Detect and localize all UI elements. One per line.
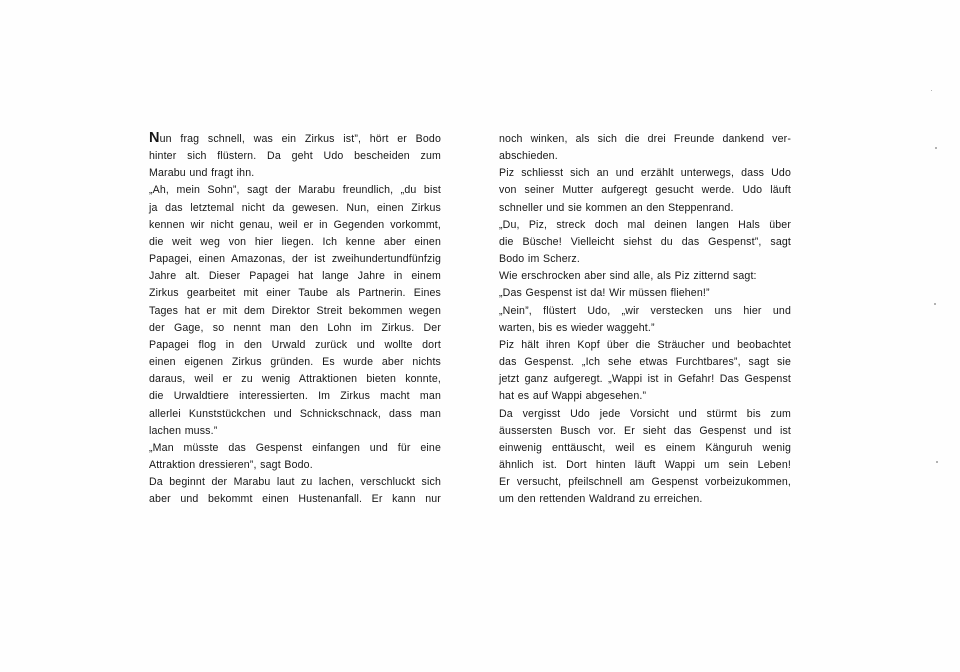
text-line: abschieden.	[499, 150, 558, 163]
text-line: von seiner Mutter aufgeregt gesucht werde. Udo läuft	[499, 184, 791, 197]
paper-speck	[935, 147, 937, 149]
paper-speck	[931, 90, 932, 91]
text-line: ähnlich ist. Dort hinten läuft Wappi um sein Leben!	[499, 458, 791, 471]
text-line: kennen wir nicht genau, weil er in Gegenden vorkommt,	[149, 218, 441, 231]
text-line: Wie erschrocken aber sind alle, als Piz zitternd sagt:	[499, 270, 757, 283]
text-line: Zirkus gearbeitet mit einer Taube als Partnerin. Eines	[149, 287, 441, 300]
text-line: noch winken, als sich die drei Freunde dankend ver-	[499, 133, 791, 145]
text-line: um den rettenden Waldrand zu erreichen.	[499, 493, 703, 506]
text-line: Tages hat er mit dem Direktor Streit bekommen wegen	[149, 304, 441, 317]
text-line: hat es auf Wappi abgesehen.”	[499, 390, 647, 403]
text-line: „Das Gespenst ist da! Wir müssen fliehen!”	[499, 287, 710, 300]
left-page-text	[149, 131, 441, 508]
text-line	[149, 131, 441, 148]
text-line: Piz hält ihren Kopf über die Sträucher und beobachtet	[499, 338, 791, 351]
text-line: Da beginnt der Marabu laut zu lachen, verschluckt sich	[149, 476, 441, 489]
text-line: hinter sich flüstern. Da geht Udo bescheiden zum	[149, 150, 441, 163]
text-line: „Ah, mein Sohn”, sagt der Marabu freundlich, „du bist	[149, 184, 441, 197]
text-line: allerlei Kunststückchen und Schnickschnack, dass man	[149, 407, 441, 420]
initial-letter: N	[149, 130, 160, 146]
text-line: die Büsche! Vielleicht siehst du das Gespenst”, sagt	[499, 235, 791, 248]
text-line: Papagei, einen Amazonas, der ist zweihundertundfünfzig	[149, 253, 441, 266]
text-line: die weit weg von hier liegen. Ich kenne aber einen	[149, 235, 441, 248]
text-line: Piz schliesst sich an und erzählt unterwegs, dass Udo	[499, 167, 791, 180]
paper-speck	[936, 461, 938, 463]
text-line: schneller und sie kommen an den Steppenrand.	[499, 201, 734, 214]
right-page-text	[499, 131, 791, 508]
text-line: „Du, Piz, streck doch mal deinen langen Hals über	[499, 218, 791, 231]
text-line: „Nein”, flüstert Udo, „wir verstecken uns hier und	[499, 304, 791, 317]
text-line: die Urwaldtiere interessierten. Im Zirkus macht man	[149, 390, 441, 403]
text-line: Marabu und fragt ihn.	[149, 167, 255, 180]
text-line: einwenig enttäuscht, weil es einem Känguruh wenig	[499, 441, 791, 454]
paper-speck	[934, 303, 936, 305]
text-line: das Gespenst. „Ich sehe etwas Furchtbares”, sagt sie	[499, 356, 791, 369]
text-line: einen eigenen Zirkus gründen. Es wurde aber nichts	[149, 356, 441, 369]
text-line-rest: un frag schnell, was ein Zirkus ist”, hört er Bodo	[159, 133, 441, 145]
text-line: Attraktion dressieren”, sagt Bodo.	[149, 458, 313, 471]
text-line: der Gage, so nennt man den Lohn im Zirkus. Der	[149, 321, 441, 334]
text-line: lachen muss.”	[149, 424, 218, 437]
text-line: Er versucht, pfeilschnell am Gespenst vorbeizukommen,	[499, 476, 791, 489]
text-line: jetzt ganz aufgeregt. „Wappi ist in Gefahr! Das Gespenst	[499, 373, 791, 386]
text-line: aber und bekommt einen Hustenanfall. Er kann nur	[149, 493, 441, 506]
text-line: Jahre alt. Dieser Papagei hat lange Jahre in einem	[149, 270, 441, 283]
text-line: Da vergisst Udo jede Vorsicht und stürmt bis zum	[499, 407, 791, 420]
text-line: äussersten Busch vor. Er sieht das Gespenst und ist	[499, 424, 791, 437]
text-line: warten, bis es wieder waggeht.”	[499, 321, 655, 334]
text-line: Bodo im Scherz.	[499, 253, 580, 266]
text-line: daraus, weil er zu wenig Attraktionen bieten konnte,	[149, 373, 441, 386]
text-line: „Man müsste das Gespenst einfangen und für eine	[149, 441, 441, 454]
text-line: Papagei flog in den Urwald zurück und wollte dort	[149, 338, 441, 351]
text-line: ja das letztemal nicht da gewesen. Nun, einen Zirkus	[149, 201, 441, 214]
